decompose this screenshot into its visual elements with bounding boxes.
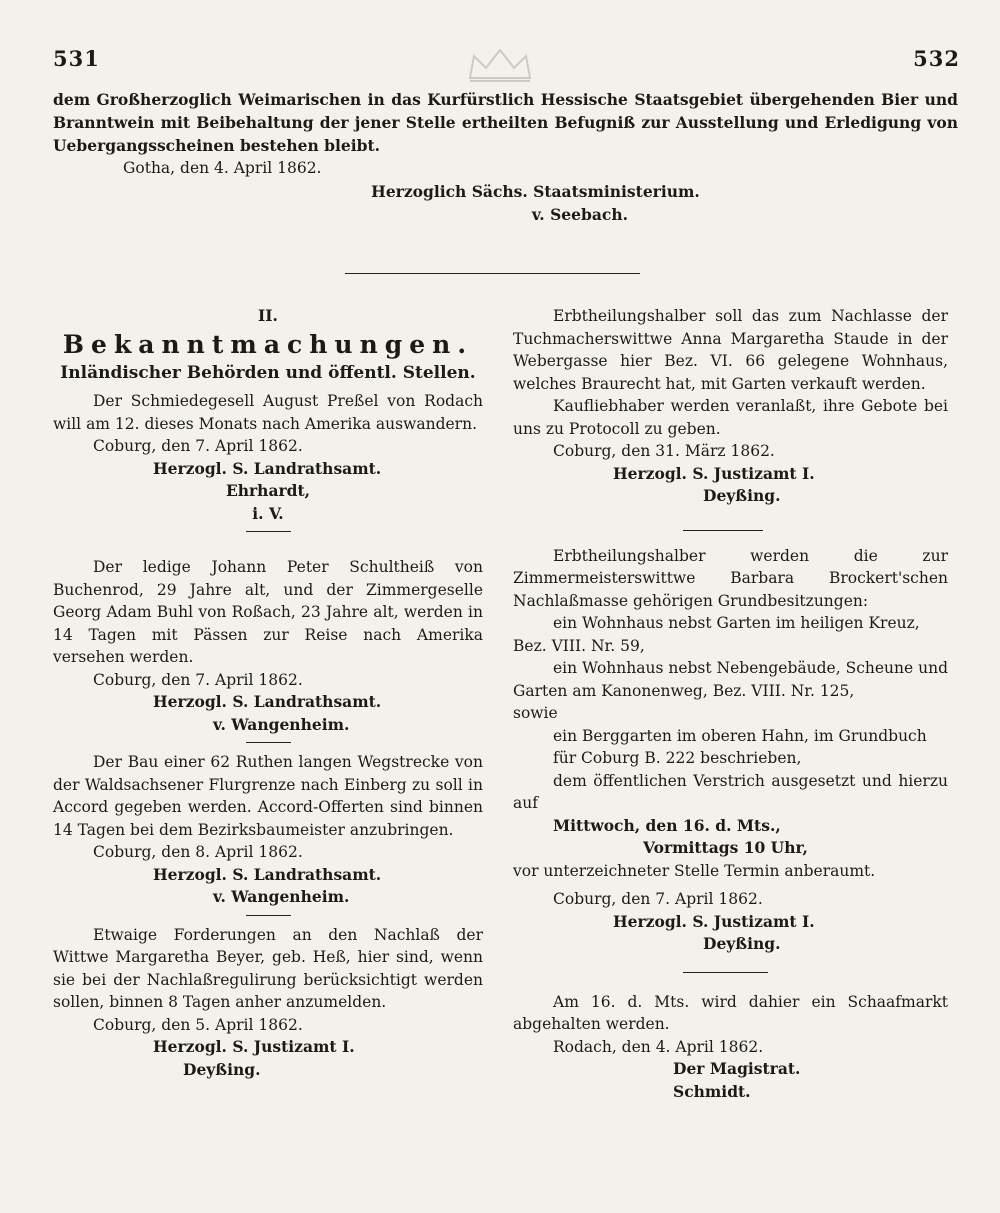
notice-divider: [246, 915, 291, 916]
intro-signer: v. Seebach.: [531, 205, 628, 224]
notice-authority: Herzogl. S. Landrathsamt.: [153, 692, 382, 711]
notice-divider: [683, 530, 763, 531]
notice-emigration-pressel: Der Schmiedegesell August Preßel von Rodach will am 12. dieses Monats nach Amerika auswandern.: [53, 392, 483, 433]
intro-block: [53, 88, 958, 226]
notice-authority: Herzogl. S. Landrathsamt.: [153, 458, 382, 478]
notice-house-sale-staude: Erbtheilungshalber soll das zum Nachlasse der Tuchmacherswittwe Anna Margaretha Staude in der Webergasse hier Bez. VI. 66 gelegene Wohnhaus, welches Braurecht hat, mit Garten verkauft werden.: [513, 307, 948, 393]
property-item: ein Wohnhaus nebst Nebengebäude, Scheune und Garten am Kanonenweg, Bez. VIII. Nr. 125,: [513, 659, 948, 700]
notice-place-date: Rodach, den 4. April 1862.: [553, 1037, 764, 1056]
notice-place-date: Coburg, den 8. April 1862.: [93, 843, 303, 861]
notice-estate-brockert: Erbtheilungshalber werden die zur Zimmermeisterswittwe Barbara Brockert'schen Nachlaßmasse gehörigen Grundbesitzungen:: [513, 546, 948, 610]
notice-place-date: Coburg, den 7. April 1862.: [93, 437, 303, 455]
notice-authority: Herzogl. S. Justizamt I.: [613, 911, 815, 931]
page-number-right: 532: [913, 46, 960, 71]
notice-divider: [246, 742, 291, 743]
notice-signer: Ehrhardt,: [225, 481, 311, 500]
property-item-detail: Bez. VIII. Nr. 59,: [513, 636, 645, 655]
property-item-detail: für Coburg B. 222 beschrieben,: [553, 749, 802, 767]
notice-authority: Herzogl. S. Justizamt I.: [613, 463, 815, 483]
auction-closing: vor unterzeichneter Stelle Termin anberaumt.: [513, 861, 876, 880]
notice-house-sale-bids: Kaufliebhaber werden veranlaßt, ihre Gebote bei uns zu Protocoll zu geben.: [513, 397, 948, 438]
property-sowie: sowie: [513, 704, 558, 722]
notice-authority: Herzogl. S. Justizamt I.: [153, 1037, 355, 1056]
left-column: [53, 305, 483, 1081]
notice-place-date: Coburg, den 7. April 1862.: [553, 890, 763, 908]
property-item: ein Wohnhaus nebst Garten im heiligen Kreuz,: [553, 614, 920, 632]
auction-date: Mittwoch, den 16. d. Mts.,: [553, 815, 781, 835]
intro-text: dem Großherzoglich Weimarischen in das Kurfürstlich Hessische Staatsgebiet übergehenden Bier und Branntwein mit Beibehaltung der jener Stelle ertheilten Befugniß zur Ausstellung und Erledigung von Uebergangsscheinen bestehen bleibt.: [53, 90, 958, 155]
notice-road-construction: Der Bau einer 62 Ruthen langen Wegstrecke von der Waldsachsener Flurgrenze nach Einberg zu soll in Accord gegeben werden. Accord-Offerten sind binnen 14 Tagen bei dem Bezirksbaumeister anzubringen.: [53, 753, 483, 839]
notice-signer: v. Wangenheim.: [213, 887, 350, 906]
notice-place-date: Coburg, den 31. März 1862.: [553, 442, 775, 460]
notice-signer: v. Wangenheim.: [213, 714, 350, 734]
intro-place-date: Gotha, den 4. April 1862.: [123, 159, 322, 177]
section-number: II.: [258, 306, 278, 325]
notice-signer-suffix: i. V.: [252, 503, 284, 523]
notice-signer: Schmidt.: [673, 1081, 751, 1101]
notice-authority: Der Magistrat.: [673, 1059, 801, 1078]
notice-divider: [246, 531, 291, 532]
notice-signer: Deyßing.: [703, 934, 781, 953]
notice-divider: [683, 972, 768, 973]
notice-authority: Herzogl. S. Landrathsamt.: [153, 864, 382, 884]
auction-time: Vormittags 10 Uhr,: [643, 838, 808, 857]
right-column: [513, 305, 948, 1103]
notice-sheep-market: Am 16. d. Mts. wird dahier ein Schaafmarkt abgehalten werden.: [513, 992, 948, 1033]
notice-place-date: Coburg, den 7. April 1862.: [93, 670, 303, 689]
property-item: ein Berggarten im oberen Hahn, im Grundbuch: [553, 726, 927, 745]
auction-notice: dem öffentlichen Verstrich ausgesetzt und hierzu auf: [513, 771, 948, 812]
section-title: Bekanntmachungen.: [62, 329, 474, 359]
notice-emigration-schultheiss: Der ledige Johann Peter Schultheiß von Buchenrod, 29 Jahre alt, und der Zimmergeselle Georg Adam Buhl von Roßach, 23 Jahre alt, werden in 14 Tagen mit Pässen zur Reise nach Amerika versehen werden.: [53, 558, 483, 666]
notice-signer: Deyßing.: [703, 486, 781, 505]
crown-watermark-icon: [460, 44, 540, 84]
section-divider: [345, 273, 640, 274]
notice-signer: Deyßing.: [183, 1059, 261, 1079]
section-subtitle: Inländischer Behörden und öffentl. Stellen.: [60, 362, 476, 383]
intro-authority: Herzoglich Sächs. Staatsministerium.: [371, 182, 700, 201]
notice-place-date: Coburg, den 5. April 1862.: [93, 1015, 303, 1034]
notice-estate-claims: Etwaige Forderungen an den Nachlaß der Wittwe Margaretha Beyer, geb. Heß, hier sind, wenn sie bei der Nachlaßregulirung berücksichtigt werden sollen, binnen 8 Tagen anher anzumelden.: [53, 925, 483, 1011]
page-number-left: 531: [53, 46, 100, 71]
